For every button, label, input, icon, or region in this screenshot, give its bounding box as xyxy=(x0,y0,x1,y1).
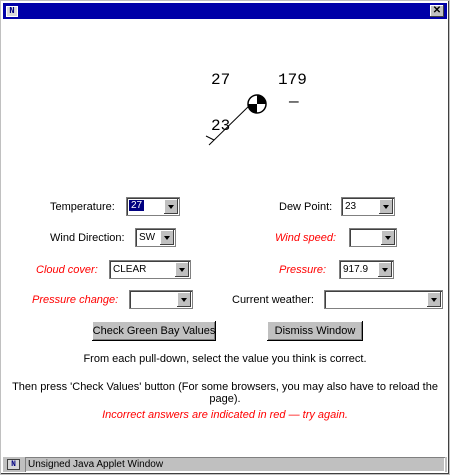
pressure-change-label: Pressure change: xyxy=(32,294,119,306)
instruction-line-1: From each pull-down, select the value you think is correct. xyxy=(83,353,367,365)
dismiss-window-button[interactable]: Dismiss Window xyxy=(267,321,363,341)
chevron-down-icon[interactable] xyxy=(177,292,191,307)
temperature-select[interactable] xyxy=(126,197,180,216)
wind-direction-label: Wind Direction: xyxy=(50,232,125,244)
cloud-cover-select[interactable] xyxy=(109,260,191,279)
current-weather-select[interactable] xyxy=(324,290,443,309)
chevron-down-icon[interactable] xyxy=(160,230,174,245)
wind-barb-icon xyxy=(206,104,251,145)
half-filled-circle-icon xyxy=(248,95,266,113)
current-weather-label: Current weather: xyxy=(232,294,314,306)
check-values-button[interactable]: Check Green Bay Values xyxy=(92,321,216,341)
temperature-value: 27 xyxy=(131,200,143,211)
wind-speed-label: Wind speed: xyxy=(275,232,337,244)
plot-temperature: 27 xyxy=(211,71,231,89)
status-bar xyxy=(3,457,447,472)
station-model xyxy=(193,91,283,161)
title-bar[interactable] xyxy=(3,3,447,19)
temperature-label: Temperature: xyxy=(50,201,115,213)
chevron-down-icon[interactable] xyxy=(378,262,392,277)
pressure-value: 917.9 xyxy=(343,264,369,275)
chevron-down-icon[interactable] xyxy=(379,199,393,214)
chevron-down-icon[interactable] xyxy=(381,230,395,245)
plot-dew-point: 23 xyxy=(211,117,231,135)
dew-point-label: Dew Point: xyxy=(279,201,333,213)
chevron-down-icon[interactable] xyxy=(164,199,178,214)
incorrect-note: Incorrect answers are indicated in red — try again. xyxy=(102,409,348,421)
wind-speed-select[interactable] xyxy=(349,228,397,247)
dew-point-select[interactable] xyxy=(341,197,395,216)
instruction-line-2: Then press 'Check Values' button (For some browsers, you may also have to reload the page). xyxy=(12,381,438,405)
chevron-down-icon[interactable] xyxy=(175,262,189,277)
pressure-select[interactable] xyxy=(339,260,394,279)
cloud-cover-label: Cloud cover: xyxy=(36,264,98,276)
close-button[interactable]: ✕ xyxy=(430,5,444,17)
cloud-cover-value: CLEAR xyxy=(113,264,147,275)
wind-direction-value: SW xyxy=(139,232,156,243)
plot-pressure: 179 xyxy=(278,71,307,89)
chevron-down-icon[interactable] xyxy=(427,292,441,307)
dew-point-value: 23 xyxy=(345,201,357,212)
wind-direction-select[interactable] xyxy=(135,228,176,247)
pressure-label: Pressure: xyxy=(279,264,327,276)
app-icon: N xyxy=(6,6,18,17)
pressure-change-select[interactable] xyxy=(129,290,193,309)
status-text: Unsigned Java Applet Window xyxy=(25,457,445,472)
plot-tendency: — xyxy=(289,93,299,111)
applet-content xyxy=(3,19,447,456)
applet-warning-icon: N xyxy=(7,459,20,470)
